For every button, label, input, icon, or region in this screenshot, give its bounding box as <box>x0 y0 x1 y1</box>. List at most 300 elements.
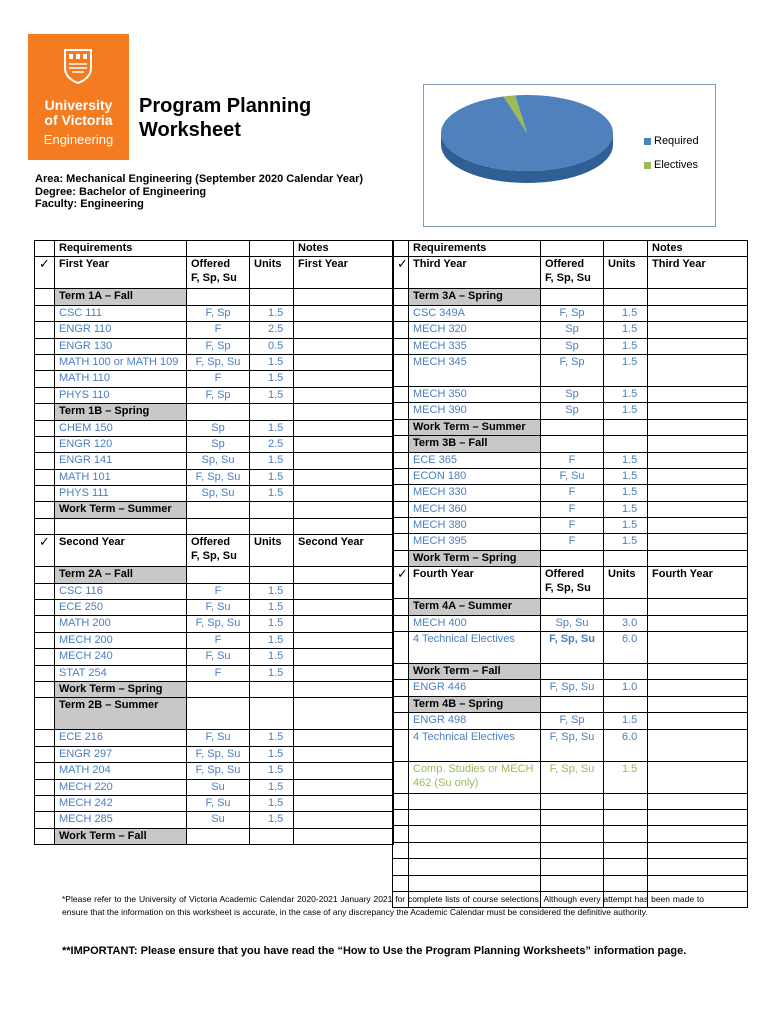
empty-row <box>393 793 748 809</box>
course-units: 2.5 <box>250 436 294 452</box>
offered-sub-label: F, Sp, Su <box>545 582 591 595</box>
course-notes <box>648 305 748 321</box>
notes-year-heading: First Year <box>294 257 394 289</box>
notes-year-heading: Third Year <box>648 257 748 289</box>
empty-row <box>35 518 394 534</box>
checkbox-cell[interactable] <box>35 338 55 354</box>
checkbox-cell[interactable] <box>35 730 55 746</box>
checkbox-cell[interactable] <box>35 322 55 338</box>
table-row <box>393 501 748 517</box>
course-notes <box>648 713 748 729</box>
course-offered: F <box>541 534 604 550</box>
course-notes <box>648 680 748 696</box>
course-notes <box>294 665 394 681</box>
course-notes <box>294 649 394 665</box>
course-offered: Sp, Su <box>187 486 250 502</box>
course-notes <box>294 486 394 502</box>
offered-label: Offered <box>545 568 585 581</box>
empty-cell <box>648 842 748 858</box>
course-notes <box>648 468 748 484</box>
table-row <box>393 534 748 550</box>
offered-empty <box>541 664 604 680</box>
table-row <box>393 338 748 354</box>
empty-cell <box>604 793 648 809</box>
course-offered: F <box>541 518 604 534</box>
elective-course: Comp. Studies or MECH 462 (Su only) <box>409 761 541 793</box>
course-units: 1.5 <box>250 469 294 485</box>
header-row <box>393 241 748 257</box>
notes-empty <box>294 404 394 420</box>
course-code: ENGR 120 <box>55 436 187 452</box>
offered-sub-label: F, Sp, Su <box>191 550 237 563</box>
units-empty <box>604 289 648 305</box>
units-empty <box>250 828 294 844</box>
course-offered: F, Sp, Su <box>187 763 250 779</box>
course-code: STAT 254 <box>55 665 187 681</box>
table-row <box>35 469 394 485</box>
table-row <box>35 746 394 762</box>
course-notes <box>648 485 748 501</box>
term-2b-heading: Term 2B – Summer <box>55 698 187 730</box>
table-row <box>393 713 748 729</box>
requirements-header: Requirements <box>409 241 541 257</box>
course-offered: Su <box>187 779 250 795</box>
course-code: MECH 335 <box>409 338 541 354</box>
empty-cell <box>409 826 541 842</box>
course-code: MATH 101 <box>55 469 187 485</box>
course-notes <box>648 729 748 761</box>
units-header-top <box>604 241 648 257</box>
checkbox-cell[interactable] <box>393 761 409 793</box>
empty-cell <box>541 859 604 875</box>
units-empty <box>250 698 294 730</box>
term-row <box>393 436 748 452</box>
checkbox-cell[interactable] <box>393 452 409 468</box>
course-offered: Sp <box>187 436 250 452</box>
checkbox-cell[interactable] <box>35 371 55 387</box>
legend-required-swatch <box>644 138 651 145</box>
course-notes <box>294 469 394 485</box>
table-row <box>35 600 394 616</box>
notes-empty <box>294 828 394 844</box>
course-offered: F, Sp <box>187 338 250 354</box>
year-3-4-table <box>392 240 748 908</box>
checkbox-cell[interactable] <box>35 616 55 632</box>
course-units: 1.5 <box>604 485 648 501</box>
course-offered: Sp <box>541 322 604 338</box>
empty-cell <box>604 875 648 891</box>
logo-line-1: University <box>44 97 113 113</box>
course-notes <box>294 795 394 811</box>
course-code: MECH 285 <box>55 812 187 828</box>
empty-cell <box>409 842 541 858</box>
course-offered: F, Su <box>187 600 250 616</box>
course-offered: F, Sp, Su <box>541 680 604 696</box>
spacer <box>393 550 409 566</box>
checkbox-cell[interactable] <box>393 501 409 517</box>
checkbox-cell[interactable] <box>35 420 55 436</box>
term-row <box>35 502 394 518</box>
empty-cell <box>393 875 409 891</box>
crest-icon <box>63 48 93 84</box>
course-offered: F, Sp, Su <box>187 354 250 370</box>
notes-empty <box>294 567 394 583</box>
legend-electives-swatch <box>644 162 651 169</box>
notes-empty <box>294 681 394 697</box>
units-empty <box>250 502 294 518</box>
term-row <box>35 289 394 305</box>
course-code: ENGR 141 <box>55 453 187 469</box>
work-term-heading: Work Term – Summer <box>409 419 541 435</box>
table-row <box>35 730 394 746</box>
course-notes <box>648 452 748 468</box>
empty-row <box>393 859 748 875</box>
course-offered: Sp <box>541 403 604 419</box>
work-term-heading: Work Term – Spring <box>409 550 541 566</box>
course-code: MECH 380 <box>409 518 541 534</box>
check-header <box>393 241 409 257</box>
program-info <box>35 173 363 211</box>
year-row <box>393 567 748 599</box>
course-units: 3.0 <box>604 615 648 631</box>
term-2a-heading: Term 2A – Fall <box>55 567 187 583</box>
course-offered: F, Sp <box>541 713 604 729</box>
course-units: 1.5 <box>250 746 294 762</box>
units-empty <box>604 550 648 566</box>
empty-cell <box>648 875 748 891</box>
offered-sub-label: F, Sp, Su <box>191 272 237 285</box>
term-1b-heading: Term 1B – Spring <box>55 404 187 420</box>
term-3a-heading: Term 3A – Spring <box>409 289 541 305</box>
course-offered: F, Su <box>187 730 250 746</box>
course-code: ENGR 498 <box>409 713 541 729</box>
course-code: ENGR 446 <box>409 680 541 696</box>
notes-empty <box>648 696 748 712</box>
checkbox-cell[interactable] <box>35 305 55 321</box>
checkbox-cell[interactable] <box>35 649 55 665</box>
offered-empty <box>541 419 604 435</box>
course-offered: F <box>187 665 250 681</box>
table-row <box>393 403 748 419</box>
course-code: MECH 350 <box>409 386 541 402</box>
course-notes <box>294 354 394 370</box>
course-offered: Sp <box>187 420 250 436</box>
units-empty <box>250 681 294 697</box>
notes-year-heading: Fourth Year <box>648 567 748 599</box>
units-header: Units <box>604 257 648 289</box>
checkbox-cell[interactable] <box>35 436 55 452</box>
term-3b-heading: Term 3B – Fall <box>409 436 541 452</box>
units-header-top <box>250 241 294 257</box>
checkbox-cell[interactable] <box>393 386 409 402</box>
empty-row <box>393 875 748 891</box>
checkbox-cell[interactable] <box>393 485 409 501</box>
course-units: 1.5 <box>250 387 294 403</box>
table-row <box>393 632 748 664</box>
table-row <box>35 387 394 403</box>
empty-cell <box>393 842 409 858</box>
course-code: 4 Technical Electives <box>409 632 541 664</box>
notes-empty <box>648 289 748 305</box>
course-offered: F <box>187 371 250 387</box>
table-row <box>35 812 394 828</box>
course-notes <box>294 616 394 632</box>
units-header: Units <box>250 257 294 289</box>
term-row <box>393 696 748 712</box>
year-heading: Third Year <box>409 257 541 289</box>
legend-required <box>644 135 699 147</box>
course-offered: F, Su <box>187 795 250 811</box>
checkbox-cell[interactable] <box>35 600 55 616</box>
table-row <box>393 468 748 484</box>
units-empty <box>604 436 648 452</box>
checkbox-cell[interactable] <box>35 779 55 795</box>
units-empty <box>250 404 294 420</box>
course-units: 1.5 <box>250 354 294 370</box>
offered-empty <box>187 681 250 697</box>
course-code: ECON 180 <box>409 468 541 484</box>
course-notes <box>294 420 394 436</box>
course-units: 1.5 <box>604 501 648 517</box>
course-offered: F, Sp <box>187 305 250 321</box>
units-empty <box>604 419 648 435</box>
term-row <box>393 419 748 435</box>
checkbox-cell[interactable] <box>393 322 409 338</box>
empty-cell <box>541 875 604 891</box>
table-row <box>393 729 748 761</box>
table-row <box>393 386 748 402</box>
course-units: 1.5 <box>250 665 294 681</box>
table-row <box>35 371 394 387</box>
course-offered: F, Sp <box>187 387 250 403</box>
checkbox-cell[interactable] <box>35 469 55 485</box>
checkbox-cell[interactable] <box>35 354 55 370</box>
course-notes <box>648 501 748 517</box>
spacer <box>393 599 409 615</box>
units-empty <box>604 696 648 712</box>
offered-header-top <box>541 241 604 257</box>
table-row <box>35 795 394 811</box>
course-offered: F, Sp, Su <box>187 616 250 632</box>
checkbox-cell[interactable] <box>35 453 55 469</box>
course-units: 1.5 <box>250 583 294 599</box>
checkbox-cell[interactable] <box>393 534 409 550</box>
elective-units: 1.5 <box>604 761 648 793</box>
notes-empty <box>648 436 748 452</box>
checkbox-cell[interactable] <box>35 763 55 779</box>
table-row <box>35 420 394 436</box>
table-row <box>35 486 394 502</box>
empty-cell <box>604 826 648 842</box>
notes-empty <box>648 599 748 615</box>
logo-line-2: of Victoria <box>44 112 113 128</box>
course-units: 1.5 <box>604 338 648 354</box>
checkbox-cell[interactable] <box>393 680 409 696</box>
empty-cell <box>541 826 604 842</box>
check-mark-icon: ✓ <box>35 535 55 567</box>
course-code: MECH 242 <box>55 795 187 811</box>
course-units: 1.5 <box>250 763 294 779</box>
table-row <box>393 354 748 386</box>
course-units: 0.5 <box>250 338 294 354</box>
course-code: ECE 250 <box>55 600 187 616</box>
checkbox-cell[interactable] <box>35 387 55 403</box>
empty-cell <box>604 859 648 875</box>
course-offered: Sp, Su <box>187 453 250 469</box>
empty-cell <box>294 518 394 534</box>
course-notes <box>648 354 748 386</box>
faculty-text: Faculty: Engineering <box>35 198 144 210</box>
units-empty <box>604 599 648 615</box>
course-code: ENGR 297 <box>55 746 187 762</box>
empty-row <box>393 842 748 858</box>
course-notes <box>294 387 394 403</box>
checkbox-cell[interactable] <box>393 338 409 354</box>
legend-required-label: Required <box>654 135 699 147</box>
table-row <box>35 453 394 469</box>
table-row <box>393 452 748 468</box>
course-code: MECH 390 <box>409 403 541 419</box>
checkbox-cell[interactable] <box>393 632 409 664</box>
offered-empty <box>187 502 250 518</box>
course-offered: Sp <box>541 338 604 354</box>
units-empty <box>250 289 294 305</box>
course-units: 1.5 <box>250 486 294 502</box>
term-row <box>35 404 394 420</box>
spacer <box>35 404 55 420</box>
units-empty <box>250 567 294 583</box>
work-term-heading: Work Term – Summer <box>55 502 187 518</box>
table-row <box>35 338 394 354</box>
checkbox-cell[interactable] <box>393 305 409 321</box>
table-row <box>393 518 748 534</box>
term-1a-heading: Term 1A – Fall <box>55 289 187 305</box>
course-units: 1.5 <box>250 730 294 746</box>
empty-cell <box>648 826 748 842</box>
term-row <box>393 599 748 615</box>
checkbox-cell[interactable] <box>35 665 55 681</box>
course-code: PHYS 111 <box>55 486 187 502</box>
table-row <box>35 436 394 452</box>
spacer <box>35 502 55 518</box>
course-code: ECE 365 <box>409 452 541 468</box>
course-units: 1.5 <box>604 354 648 386</box>
course-offered: F <box>187 583 250 599</box>
table-row <box>393 615 748 631</box>
checkbox-cell[interactable] <box>35 632 55 648</box>
empty-cell <box>541 809 604 825</box>
notes-empty <box>294 502 394 518</box>
checkbox-cell[interactable] <box>393 403 409 419</box>
area-text: Area: Mechanical Engineering (September 2020 Calendar Year) <box>35 173 364 185</box>
offered-label: Offered <box>545 258 585 271</box>
course-units: 1.5 <box>604 322 648 338</box>
term-row <box>393 664 748 680</box>
course-units: 1.5 <box>604 452 648 468</box>
table-row <box>393 485 748 501</box>
offered-sub-label: F, Sp, Su <box>545 272 591 285</box>
checkbox-cell[interactable] <box>393 615 409 631</box>
checkbox-cell[interactable] <box>393 354 409 386</box>
checkbox-cell[interactable] <box>35 812 55 828</box>
checkbox-cell[interactable] <box>393 713 409 729</box>
empty-cell <box>648 859 748 875</box>
course-notes <box>648 338 748 354</box>
checkbox-cell[interactable] <box>35 795 55 811</box>
checkbox-cell[interactable] <box>35 486 55 502</box>
course-code: MATH 204 <box>55 763 187 779</box>
course-notes <box>294 322 394 338</box>
course-notes <box>294 436 394 452</box>
offered-label: Offered <box>191 258 231 271</box>
table-row <box>393 305 748 321</box>
course-code: MECH 330 <box>409 485 541 501</box>
spacer <box>35 289 55 305</box>
course-offered: F <box>541 501 604 517</box>
notes-empty <box>648 419 748 435</box>
course-notes <box>648 322 748 338</box>
course-offered: F, Sp, Su <box>541 632 604 664</box>
course-units: 1.5 <box>604 518 648 534</box>
university-logo <box>28 34 129 160</box>
course-offered: Su <box>187 812 250 828</box>
course-offered: F, Su <box>541 468 604 484</box>
elective-offered: F, Sp, Su <box>541 761 604 793</box>
course-units: 1.5 <box>604 534 648 550</box>
table-row <box>35 305 394 321</box>
course-notes <box>294 632 394 648</box>
course-code: MECH 400 <box>409 615 541 631</box>
table-row <box>35 632 394 648</box>
offered-empty <box>541 696 604 712</box>
course-units: 1.5 <box>250 795 294 811</box>
degree-text: Degree: Bachelor of Engineering <box>35 185 207 198</box>
course-notes <box>648 632 748 664</box>
term-row <box>35 698 394 730</box>
course-offered: F <box>187 322 250 338</box>
table-row <box>35 649 394 665</box>
empty-cell <box>393 826 409 842</box>
offered-header-top <box>187 241 250 257</box>
course-notes <box>648 386 748 402</box>
course-code: MECH 220 <box>55 779 187 795</box>
course-notes <box>294 305 394 321</box>
course-code: MECH 320 <box>409 322 541 338</box>
empty-cell <box>409 809 541 825</box>
empty-row <box>393 826 748 842</box>
course-offered: F, Sp, Su <box>541 729 604 761</box>
course-units: 1.5 <box>250 779 294 795</box>
course-offered: F <box>541 452 604 468</box>
checkbox-cell[interactable] <box>393 729 409 761</box>
checkbox-cell[interactable] <box>35 583 55 599</box>
notes-header: Notes <box>294 241 394 257</box>
course-units: 1.5 <box>250 420 294 436</box>
checkbox-cell[interactable] <box>393 518 409 534</box>
check-mark-icon: ✓ <box>393 567 409 599</box>
empty-cell <box>409 859 541 875</box>
course-units: 1.5 <box>250 371 294 387</box>
offered-header <box>187 535 250 567</box>
checkbox-cell[interactable] <box>35 746 55 762</box>
table-row <box>35 322 394 338</box>
checkbox-cell[interactable] <box>393 468 409 484</box>
course-units: 1.5 <box>250 305 294 321</box>
empty-cell <box>187 518 250 534</box>
course-code: CSC 111 <box>55 305 187 321</box>
course-notes <box>294 746 394 762</box>
course-code: ECE 216 <box>55 730 187 746</box>
